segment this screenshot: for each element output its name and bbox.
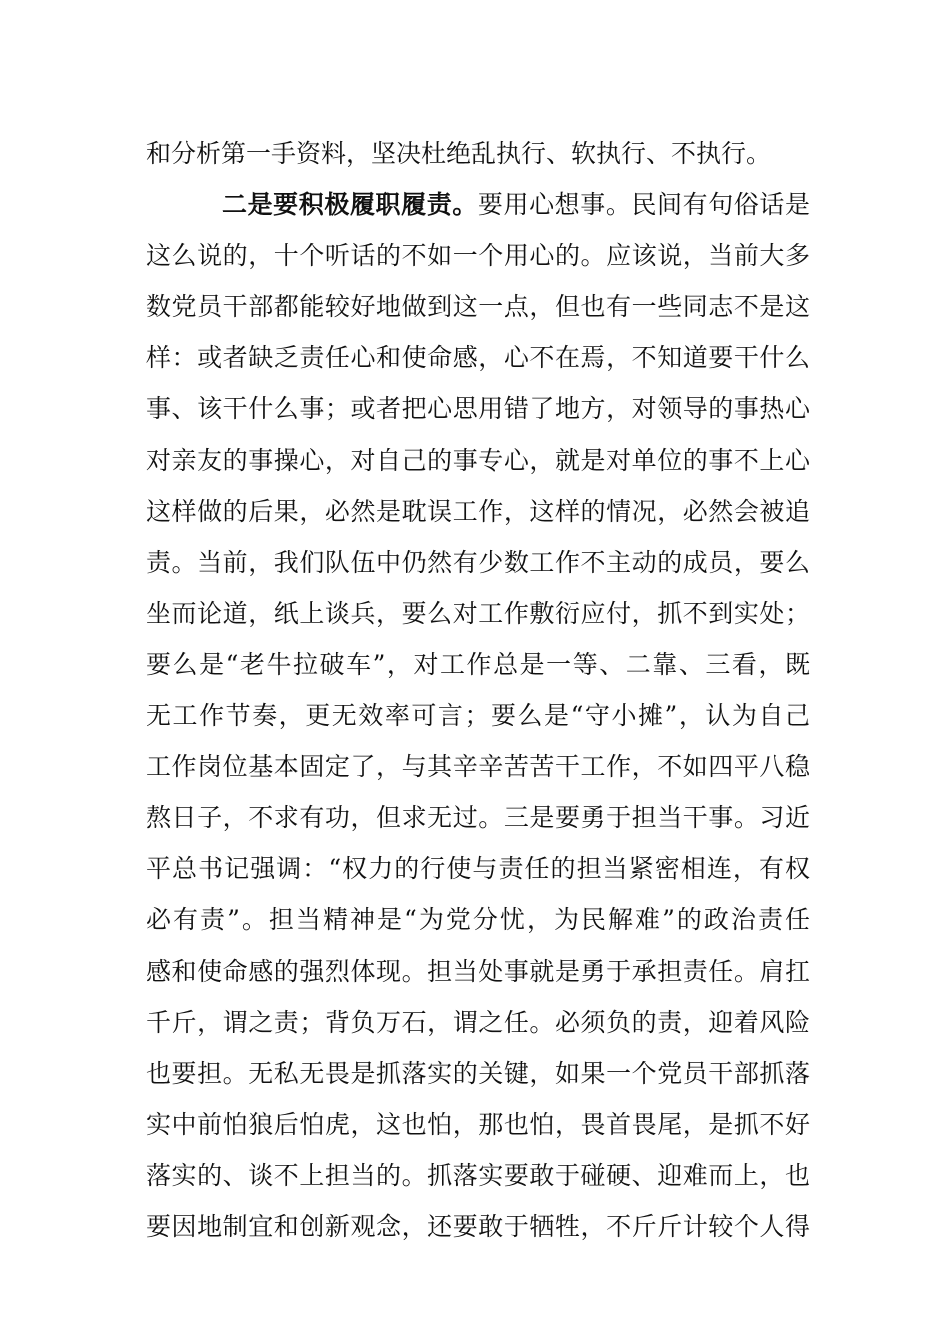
text-line: 要么是“老牛拉破车”，对工作总是一等、二靠、三看，既 [146, 649, 810, 679]
text-line: 坐而论道，纸上谈兵，要么对工作敷衍应付，抓不到实处； [146, 598, 810, 628]
text-line: 工作岗位基本固定了，与其辛辛苦苦干工作，不如四平八稳 [146, 752, 810, 782]
text-line: 平总书记强调：“权力的行使与责任的担当紧密相连，有权 [146, 854, 810, 884]
paragraph-first-line [146, 179, 810, 230]
text-line: 这么说的，十个听话的不如一个用心的。应该说，当前大多 [146, 241, 810, 271]
text-line: 也要担。无私无畏是抓落实的关键，如果一个党员干部抓落 [146, 1058, 810, 1088]
text-line: 必有责”。担当精神是“为党分忧，为民解难”的政治责任 [146, 905, 810, 935]
text-line: 熬日子，不求有功，但求无过。三是要勇于担当干事。习近 [146, 803, 810, 833]
text-line: 和分析第一手资料，坚决杜绝乱执行、软执行、不执行。 [146, 139, 772, 168]
text-line: 无工作节奏，更无效率可言；要么是“守小摊”，认为自己 [146, 701, 810, 731]
text-line: 数党员干部都能较好地做到这一点，但也有一些同志不是这 [146, 292, 810, 322]
text-line: 样：或者缺乏责任心和使命感，心不在焉，不知道要干什么 [146, 343, 810, 373]
text-line: 落实的、谈不上担当的。抓落实要敢于碰硬、迎难而上，也 [146, 1160, 810, 1190]
body-text [146, 128, 810, 1252]
text-line: 千斤，谓之责；背负万石，谓之任。必须负的责，迎着风险 [146, 1007, 810, 1037]
text-line: 责。当前，我们队伍中仍然有少数工作不主动的成员，要么 [146, 547, 810, 577]
text-line: 对亲友的事操心，对自己的事专心，就是对单位的事不上心 [146, 445, 810, 475]
text-line: 事、该干什么事；或者把心思用错了地方，对领导的事热心 [146, 394, 810, 424]
text-line: 这样做的后果，必然是耽误工作，这样的情况，必然会被追 [146, 496, 810, 526]
text-line: 感和使命感的强烈体现。担当处事就是勇于承担责任。肩扛 [146, 956, 810, 986]
section-lead: 二是要积极履职履责。 [222, 190, 478, 220]
text-line: 要用心想事。民间有句俗话是 [477, 190, 810, 220]
text-line: 实中前怕狼后怕虎，这也怕，那也怕，畏首畏尾，是抓不好 [146, 1109, 810, 1139]
text-line: 要因地制宜和创新观念，还要敢于牺牲，不斤斤计较个人得 [146, 1211, 810, 1241]
